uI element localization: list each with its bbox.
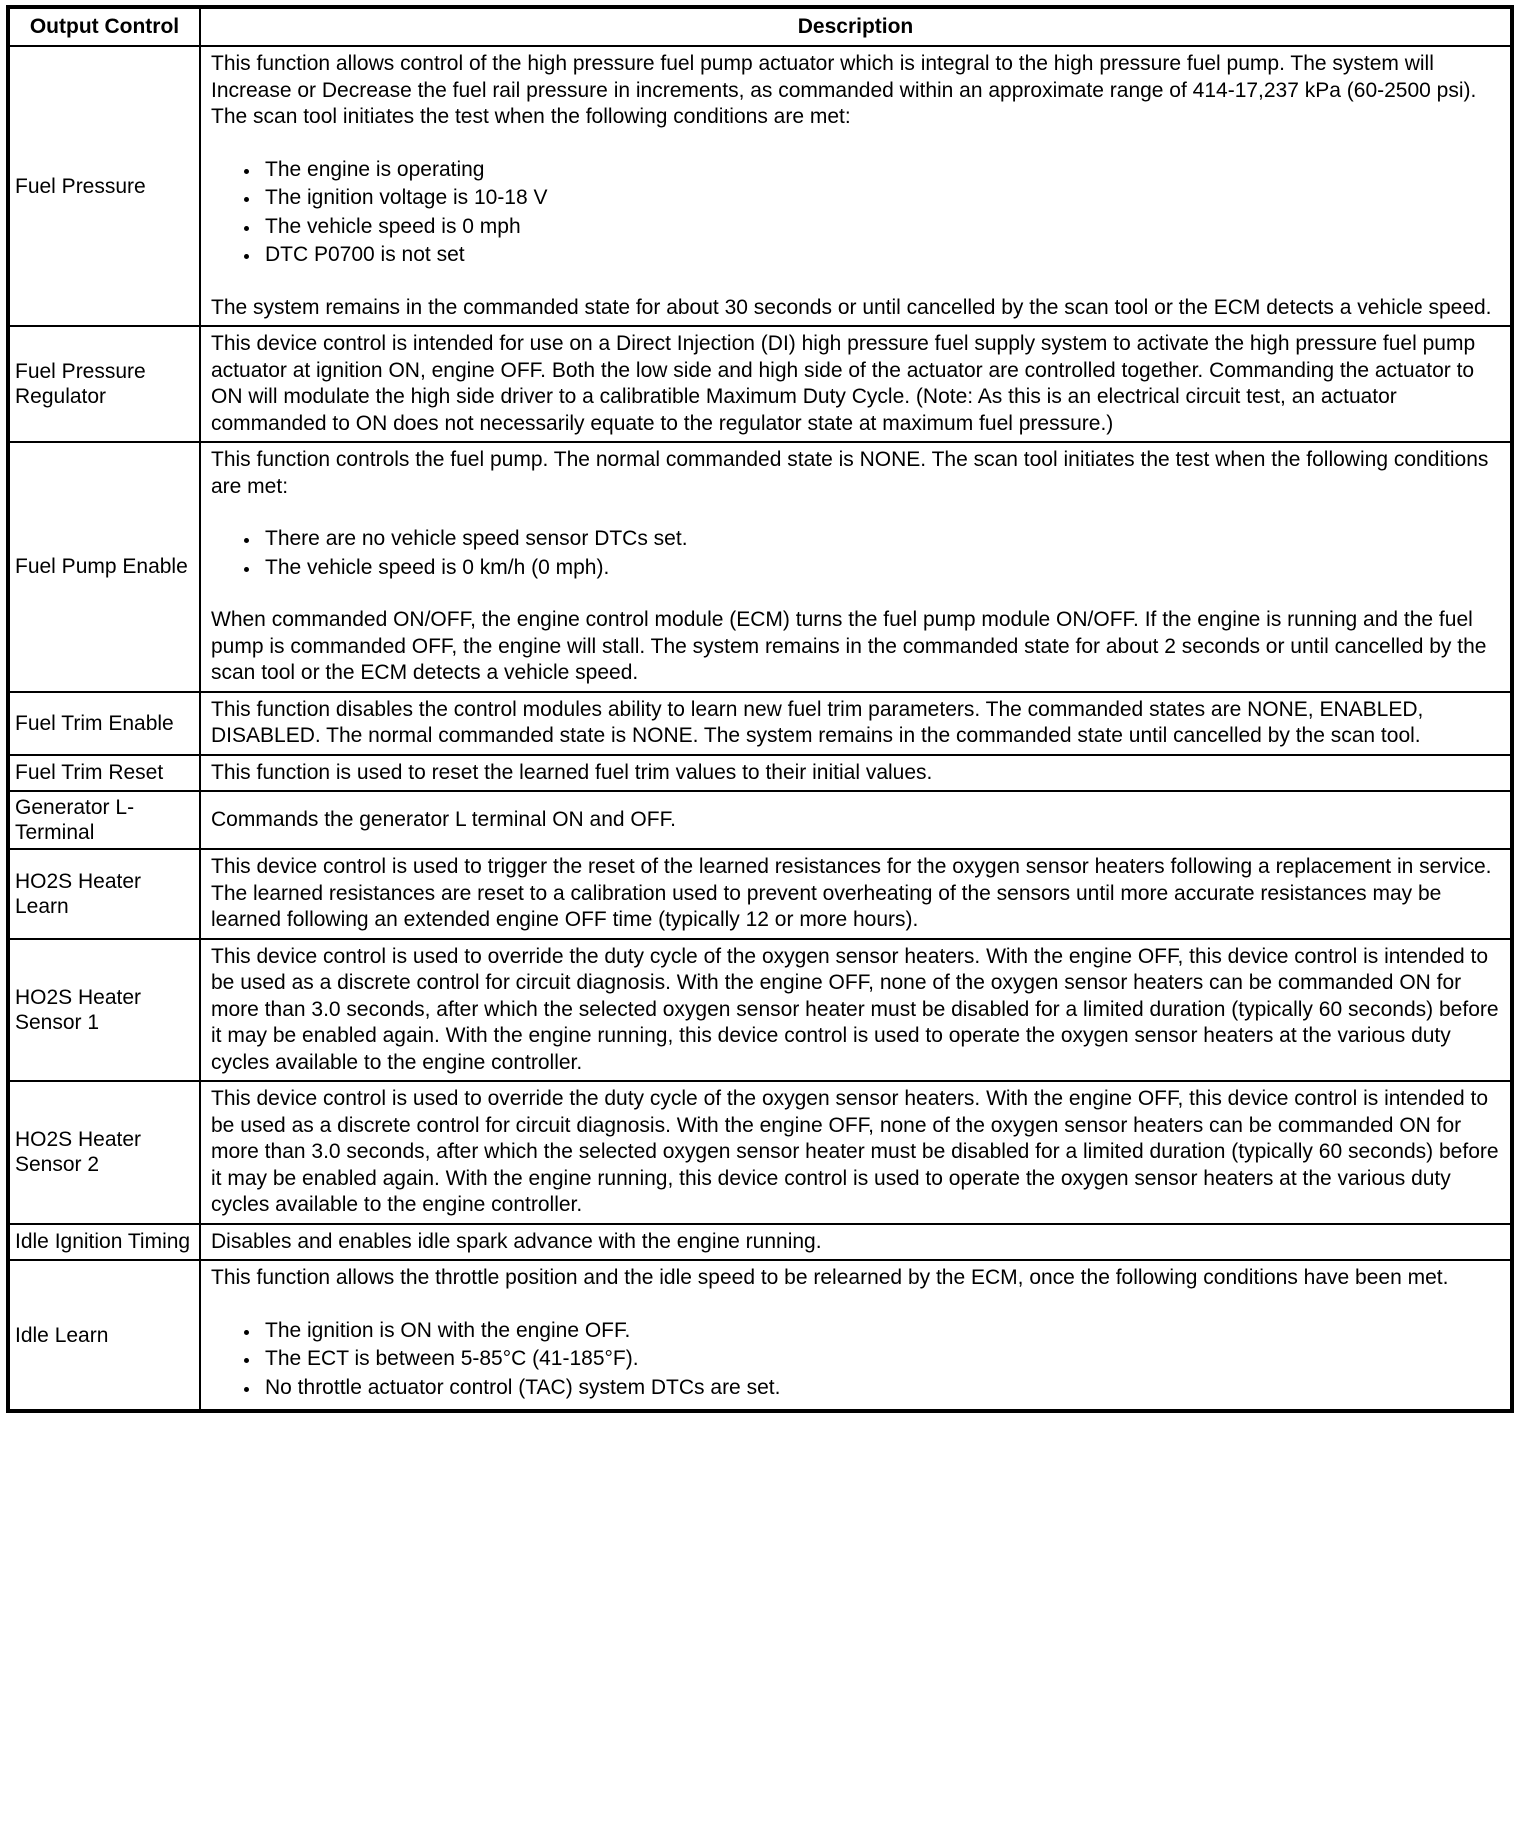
bullet-list bbox=[211, 157, 1500, 269]
description-paragraph: This function disables the control modules ability to learn new fuel trim parameters. The commanded states are NONE, ENABLED, DISABLED. The normal commanded state is NONE. The system remains in the commanded state until cancelled by the scan tool. bbox=[211, 697, 1424, 747]
description-paragraph: The system remains in the commanded state for about 30 seconds or until cancelled by the scan tool or the ECM detects a vehicle speed. bbox=[211, 295, 1492, 319]
bullet-item: • The ECT is between 5-85°C (41-185°F). bbox=[261, 1346, 1500, 1373]
output-control-cell: Fuel Pump Enable bbox=[8, 442, 200, 692]
description-cell bbox=[200, 791, 1512, 849]
bullet-item: • No throttle actuator control (TAC) system DTCs are set. bbox=[261, 1375, 1500, 1402]
table-row bbox=[8, 692, 1512, 755]
description-paragraph: Commands the generator L terminal ON and OFF. bbox=[211, 807, 676, 831]
output-control-cell: HO2S Heater Sensor 1 bbox=[8, 939, 200, 1082]
description-cell bbox=[200, 1260, 1512, 1411]
description-paragraph: This device control is intended for use on a Direct Injection (DI) high pressure fuel supply system to activate the high pressure fuel pump actuator at ignition ON, engine OFF. Both the low side and high side of the actuator are controlled together. Commanding the actuator to ON will modulate the high side driver to a calibratible Maximum Duty Cycle. (Note: As this is an electrical circuit test, an actuator commanded to ON does not necessarily equate to the regulator state at maximum fuel pressure.) bbox=[211, 332, 1476, 435]
table-body bbox=[8, 46, 1512, 1411]
table-row bbox=[8, 326, 1512, 442]
table-row bbox=[8, 442, 1512, 692]
description-paragraph: This function controls the fuel pump. The normal commanded state is NONE. The scan tool initiates the test when the following conditions are met: bbox=[211, 448, 1489, 498]
description-cell bbox=[200, 326, 1512, 442]
output-control-cell: HO2S Heater Learn bbox=[8, 849, 200, 939]
table-row bbox=[8, 791, 1512, 849]
description-cell bbox=[200, 692, 1512, 755]
description-paragraph: This device control is used to override the duty cycle of the oxygen sensor heaters. With the engine OFF, this device control is intended to be used as a discrete control for circuit diagnosis. With the engine OFF, none of the oxygen sensor heaters can be commanded ON for more than 3.0 seconds, after which the selected oxygen sensor heater must be disabled for a limited duration (typically 60 seconds) before it may be enabled again. With the engine running, this device control is used to operate the oxygen sensor heaters at the various duty cycles available to the engine controller. bbox=[211, 1087, 1499, 1216]
bullet-item: • DTC P0700 is not set bbox=[261, 242, 1500, 269]
table-row bbox=[8, 755, 1512, 792]
description-paragraph: When commanded ON/OFF, the engine control module (ECM) turns the fuel pump module ON/OFF. If the engine is running and the fuel pump is commanded OFF, the engine will stall. The system remains in the commanded state for about 2 seconds or until cancelled by the scan tool or the ECM detects a vehicle speed. bbox=[211, 608, 1487, 684]
header-row bbox=[8, 7, 1512, 46]
output-control-cell: Idle Learn bbox=[8, 1260, 200, 1411]
bullet-item: • The engine is operating bbox=[261, 157, 1500, 184]
bullet-item: • The ignition voltage is 10-18 V bbox=[261, 185, 1500, 212]
output-control-cell: HO2S Heater Sensor 2 bbox=[8, 1081, 200, 1224]
description-paragraph: This function is used to reset the learned fuel trim values to their initial values. bbox=[211, 760, 933, 784]
bullet-list bbox=[211, 526, 1500, 581]
description-paragraph: Disables and enables idle spark advance with the engine running. bbox=[211, 1229, 822, 1253]
column-header-description: Description bbox=[200, 7, 1512, 46]
bullet-item: • The ignition is ON with the engine OFF. bbox=[261, 1318, 1500, 1345]
description-paragraph: This device control is used to trigger the reset of the learned resistances for the oxygen sensor heaters following a replacement in service. The learned resistances are reset to a calibration used to prevent overheating of the sensors until more accurate resistances may be learned following an extended engine OFF time (typically 12 or more hours). bbox=[211, 855, 1492, 931]
output-control-cell: Fuel Pressure bbox=[8, 46, 200, 326]
table-row bbox=[8, 1081, 1512, 1224]
description-paragraph: This function allows the throttle position and the idle speed to be relearned by the ECM, once the following conditions have been met. bbox=[211, 1266, 1449, 1289]
bullet-list bbox=[211, 1318, 1500, 1402]
description-paragraph: This device control is used to override the duty cycle of the oxygen sensor heaters. With the engine OFF, this device control is intended to be used as a discrete control for circuit diagnosis. With the engine OFF, none of the oxygen sensor heaters can be commanded ON for more than 3.0 seconds, after which the selected oxygen sensor heater must be disabled for a limited duration (typically 60 seconds) before it may be enabled again. With the engine running, this device control is used to operate the oxygen sensor heaters at the various duty cycles available to the engine controller. bbox=[211, 944, 1499, 1074]
output-control-cell: Fuel Trim Enable bbox=[8, 692, 200, 755]
bullet-item: • There are no vehicle speed sensor DTCs set. bbox=[261, 526, 1500, 553]
output-control-cell: Fuel Trim Reset bbox=[8, 755, 200, 792]
table-row bbox=[8, 849, 1512, 939]
column-header-output-control: Output Control bbox=[8, 7, 200, 46]
bullet-item: • The vehicle speed is 0 mph bbox=[261, 214, 1500, 241]
description-cell bbox=[200, 442, 1512, 692]
table-row bbox=[8, 1224, 1512, 1261]
output-control-table bbox=[6, 5, 1514, 1413]
description-cell bbox=[200, 849, 1512, 939]
output-control-cell: Idle Ignition Timing bbox=[8, 1224, 200, 1261]
output-control-cell: Generator L-Terminal bbox=[8, 791, 200, 849]
bullet-item: • The vehicle speed is 0 km/h (0 mph). bbox=[261, 555, 1500, 582]
output-control-cell: Fuel Pressure Regulator bbox=[8, 326, 200, 442]
description-cell bbox=[200, 1081, 1512, 1224]
table-header bbox=[8, 7, 1512, 46]
description-cell bbox=[200, 46, 1512, 326]
description-cell bbox=[200, 939, 1512, 1082]
table-row bbox=[8, 46, 1512, 326]
description-paragraph: This function allows control of the high pressure fuel pump actuator which is integral to the high pressure fuel pump. The system will Increase or Decrease the fuel rail pressure in increments, as commanded within an approximate range of 414-17,237 kPa (60-2500 psi). The scan tool initiates the test when the following conditions are met: bbox=[211, 52, 1477, 128]
table-row bbox=[8, 1260, 1512, 1411]
table-row bbox=[8, 939, 1512, 1082]
description-cell bbox=[200, 1224, 1512, 1261]
description-cell bbox=[200, 755, 1512, 792]
